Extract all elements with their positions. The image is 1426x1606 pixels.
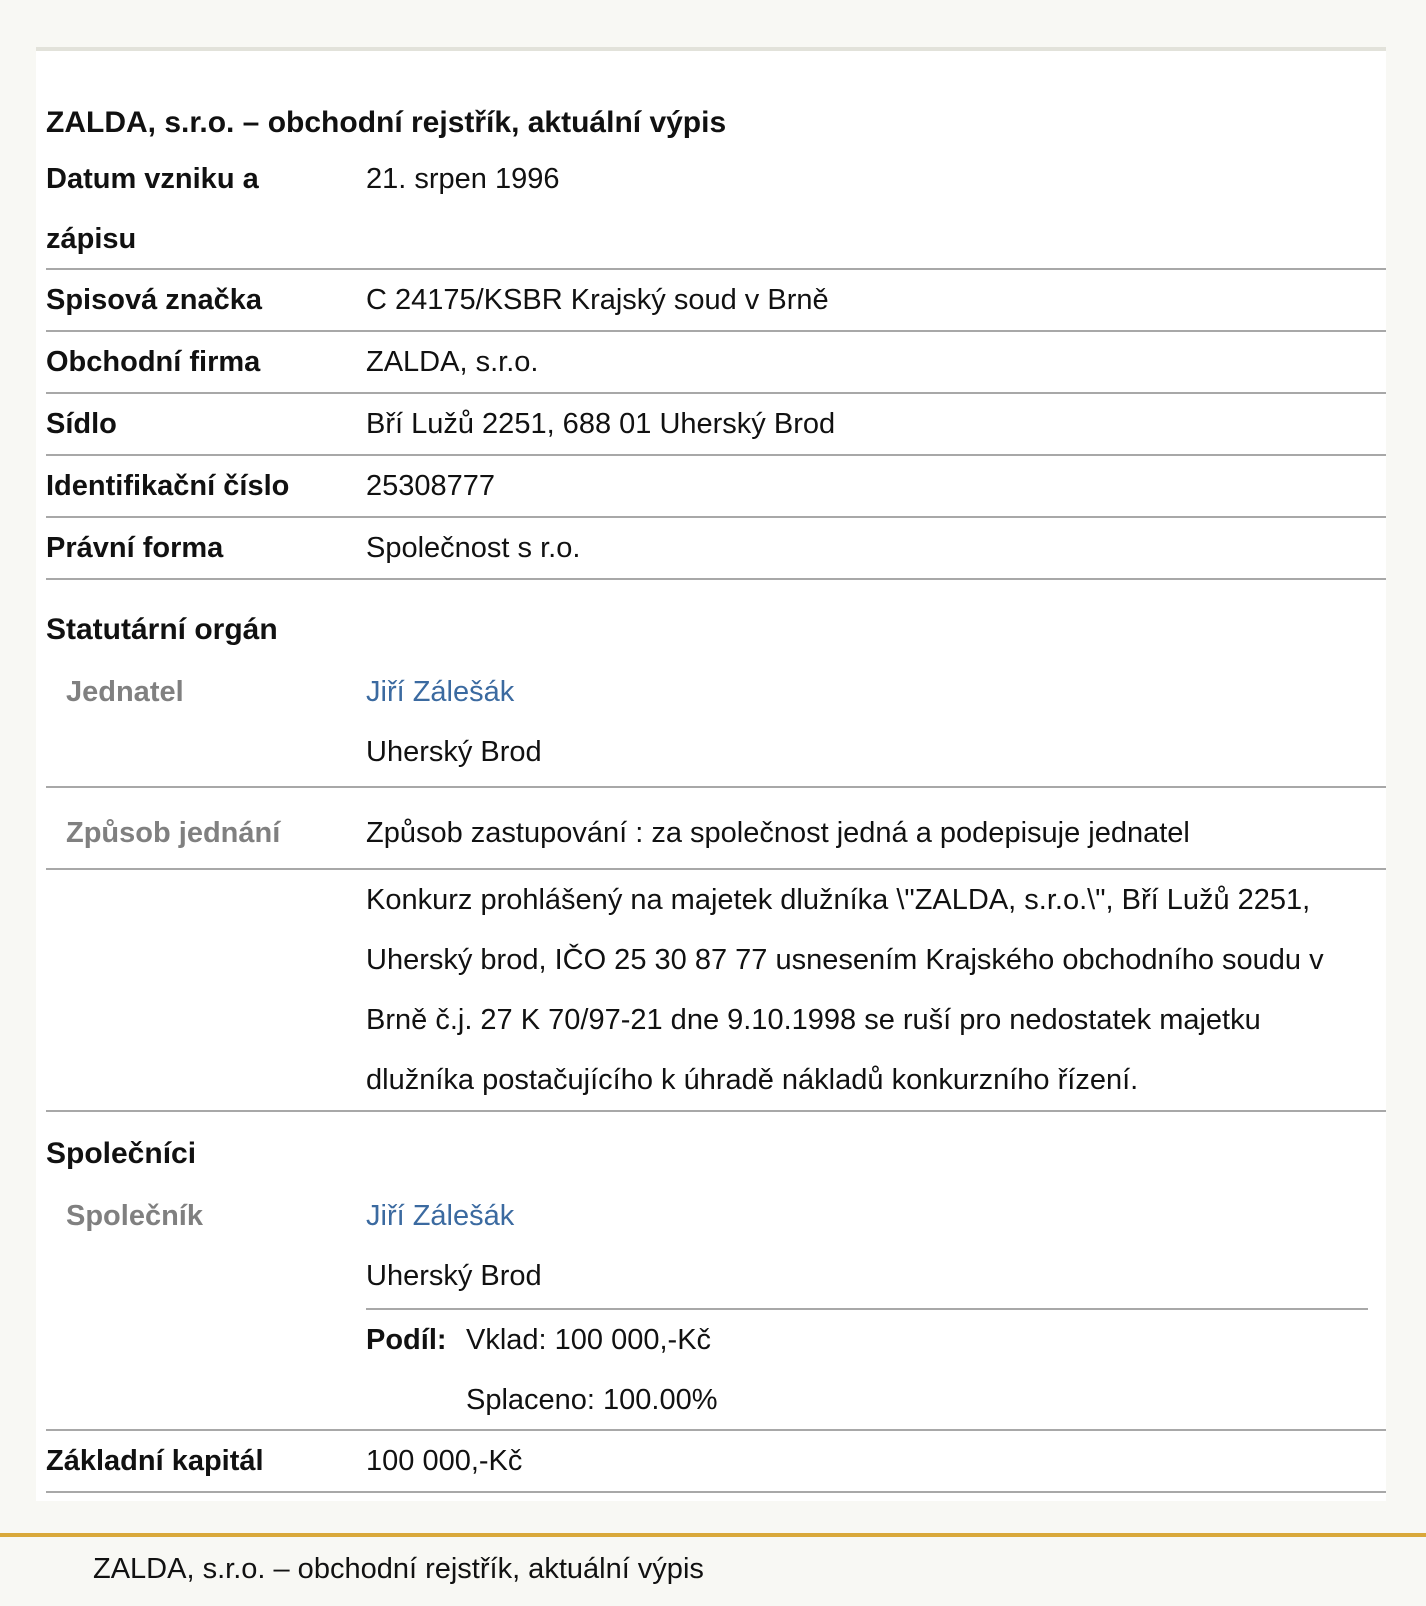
seat-value: Bří Lužů 2251, 688 01 Uherský Brod	[366, 408, 836, 440]
share-paid: Splaceno: 100.00%	[466, 1384, 718, 1416]
bankruptcy-note: Konkurz prohlášený na majetek dlužníka \"ZALDA, s.r.o.\", Bří Lužů 2251, Uherský brod, IČO 25 30 87 77 usnesením Krajského obchodního soudu v Brně č.j. 27 K 70/97-21 dne 9.10.1998 se ruší pro nedostatek majetku dlužníka postačujícího k úhradě nákladů konkurzního řízení.	[366, 884, 1324, 1096]
seat-row	[46, 394, 1386, 456]
founded-row	[46, 149, 1386, 270]
registry-card	[36, 47, 1386, 1501]
partner-name-link[interactable]: Jiří Zálešák	[366, 1200, 515, 1232]
founded-label-line2: zápisu	[46, 223, 137, 255]
conduct-value: Způsob zastupování : za společnost jedná a podepisuje jednatel	[366, 817, 1190, 849]
founded-label: Datum vzniku a	[46, 163, 259, 195]
capital-row	[46, 1431, 1386, 1493]
bankruptcy-note-row	[46, 870, 1386, 1112]
legal-form-row	[46, 518, 1386, 580]
page-title: ZALDA, s.r.o. – obchodní rejstřík, aktuální výpis	[46, 106, 727, 139]
legal-form-value: Společnost s r.o.	[366, 532, 581, 564]
file-number-label: Spisová značka	[46, 284, 262, 316]
ico-row	[46, 456, 1386, 518]
seat-label: Sídlo	[46, 408, 117, 440]
partner-row	[46, 1186, 1386, 1431]
statutory-heading: Statutární orgán	[46, 613, 278, 646]
conduct-label: Způsob jednání	[66, 817, 281, 849]
executive-row	[46, 662, 1386, 788]
executive-name-link[interactable]: Jiří Zálešák	[366, 676, 515, 708]
share-label: Podíl:	[366, 1324, 447, 1356]
partners-heading: Společníci	[46, 1137, 197, 1170]
company-name-row	[46, 332, 1386, 394]
conduct-row	[46, 803, 1386, 870]
capital-label: Základní kapitál	[46, 1445, 264, 1477]
capital-value: 100 000,-Kč	[366, 1445, 523, 1477]
partner-label: Společník	[66, 1200, 203, 1232]
partner-city: Uherský Brod	[366, 1260, 542, 1292]
legal-form-label: Právní forma	[46, 532, 224, 564]
ico-label: Identifikační číslo	[46, 470, 290, 502]
founded-value: 21. srpen 1996	[366, 163, 560, 195]
company-name-label: Obchodní firma	[46, 346, 261, 378]
ico-value: 25308777	[366, 470, 496, 502]
footer-title: ZALDA, s.r.o. – obchodní rejstřík, aktuální výpis	[93, 1553, 704, 1585]
executive-city: Uherský Brod	[366, 736, 542, 768]
footer-accent-line	[0, 1533, 1426, 1537]
company-name-value: ZALDA, s.r.o.	[366, 346, 539, 378]
share-deposit: Vklad: 100 000,-Kč	[466, 1324, 712, 1356]
executive-label: Jednatel	[66, 676, 184, 708]
file-number-value: C 24175/KSBR Krajský soud v Brně	[366, 284, 829, 316]
file-number-row	[46, 270, 1386, 332]
